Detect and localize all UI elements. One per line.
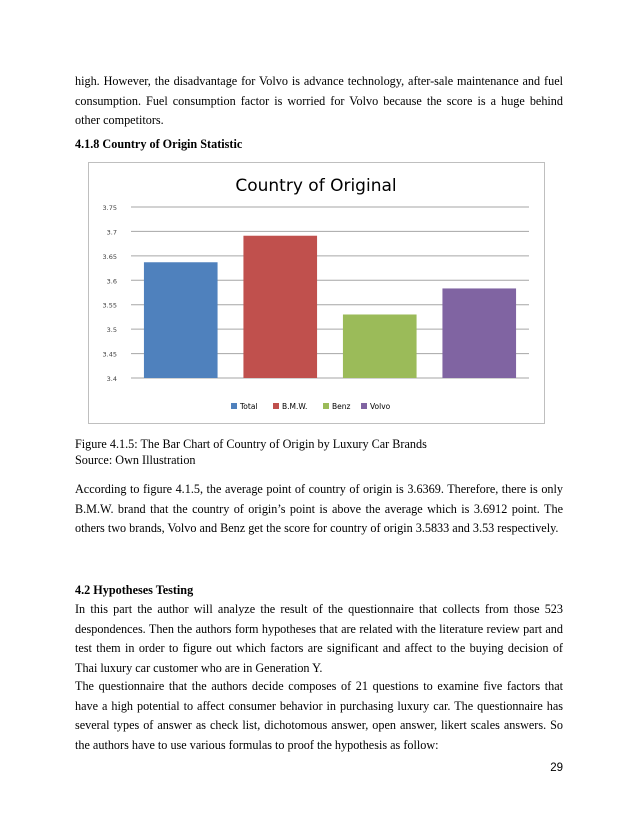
- y-tick-label: 3.4: [106, 375, 117, 383]
- bar-volvo: [442, 288, 516, 378]
- y-tick-label: 3.55: [102, 301, 117, 310]
- bar-chart: [88, 162, 545, 424]
- y-tick-label: 3.5: [106, 326, 117, 335]
- figure-discussion-paragraph: According to figure 4.1.5, the average point of country of origin is 3.6369. Therefore, there is only B.M.W. brand that the country of origin’s point is above the average which is 3.6912 point. The others two brands, Volvo and Benz get the score for country of origin 3.5833 and 3.53 respectively.: [75, 482, 563, 535]
- y-tick-label: 3.7: [106, 228, 117, 237]
- page-number: 29: [550, 762, 563, 774]
- bar-benz: [343, 314, 417, 378]
- y-tick-label: 3.45: [102, 350, 117, 359]
- figure-source: Source: Own Illustration: [75, 453, 196, 467]
- legend-swatch: [323, 403, 329, 409]
- legend-label: Volvo: [370, 402, 391, 411]
- legend-label: Benz: [332, 402, 351, 411]
- y-tick-label: 3.65: [102, 252, 117, 261]
- chart-title: Country of Original: [235, 176, 397, 196]
- section-heading-country-of-origin: 4.1.8 Country of Origin Statistic: [75, 137, 243, 151]
- questionnaire-paragraph: The questionnaire that the authors decide composes of 21 questions to examine five factors that have a high potential to affect consumer behavior in purchasing luxury car. The questionnaire has several types of answer as check list, dichotomous answer, open answer, likert scales answers. So the authors have to use various formulas to proof the hypothesis as follow:: [75, 679, 563, 752]
- legend-label: B.M.W.: [282, 402, 308, 411]
- chart-canvas: [89, 163, 544, 423]
- bar-total: [144, 262, 218, 378]
- y-tick-label: 3.75: [102, 204, 117, 212]
- chart-legend: [231, 402, 391, 411]
- section-heading-hypotheses-testing: 4.2 Hypotheses Testing: [75, 583, 194, 597]
- chart-y-axis: [103, 204, 117, 383]
- legend-label: Total: [240, 402, 258, 411]
- bar-bmw: [243, 236, 317, 378]
- y-tick-label: 3.6: [106, 277, 117, 286]
- legend-swatch: [231, 403, 237, 409]
- legend-swatch: [273, 403, 279, 409]
- intro-paragraph: high. However, the disadvantage for Volvo is advance technology, after-sale maintenance and fuel consumption. Fuel consumption factor is worried for Volvo because the score is a huge behind other competitors.: [75, 74, 563, 127]
- hypotheses-paragraph: In this part the author will analyze the result of the questionnaire that collects from those 523 despondences. Then the authors form hypotheses that are related with the literature review part and test them in order to figure out which factors are significant and affect to the buying decision of Thai luxury car customer who are in Generation Y.: [75, 602, 563, 675]
- legend-swatch: [361, 403, 367, 409]
- figure-caption: Figure 4.1.5: The Bar Chart of Country of Origin by Luxury Car Brands: [75, 437, 427, 451]
- chart-bars: [144, 236, 516, 378]
